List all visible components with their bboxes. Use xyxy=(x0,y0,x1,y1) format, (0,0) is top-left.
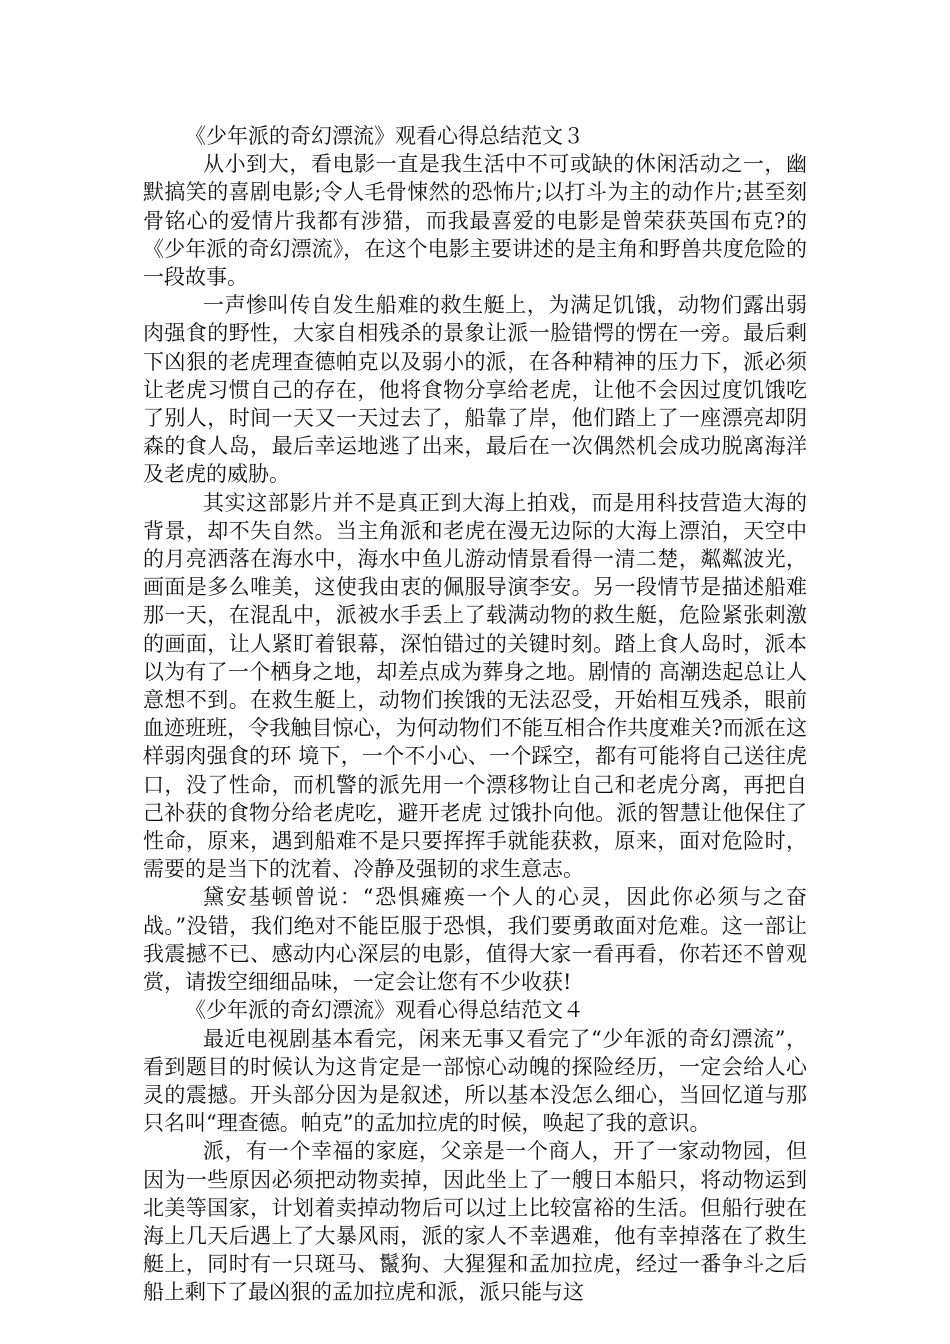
body-paragraph: 一声惨叫传自发生船难的救生艇上，为满足饥饿，动物们露出弱肉强食的野性，大家自相残杀的景象让派一脸错愕的愣在一旁。最后剩下凶狠的老虎理查德帕克以及弱小的派，在各种精神的压力下，派必须让老虎习惯自己的存在，他将食物分享给老虎，让他不会因过度饥饿吃了别人，时间一天又一天过去了，船靠了岸，他们踏上了一座漂亮却阴森的食人岛，最后幸运地逃了出来，最后在一次偶然机会成功脱离海洋及老虎的威胁。 xyxy=(143,293,807,487)
section-title-4: 《少年派的奇幻漂流》观看心得总结范文４ xyxy=(185,998,584,1023)
section-title-3: 《少年派的奇幻漂流》观看心得总结范文３ xyxy=(185,124,584,148)
body-paragraph: 派，有一个幸福的家庭，父亲是一个商人，开了一家动物园，但因为一些原因必须把动物卖掉，因此坐上了一艘日本船只，将动物运到北美等国家，计划着卖掉动物后可以过上比较富裕的生活。但船行驶在海上几天后遇上了大暴风雨，派的家人不幸遇难，他有幸掉落在了救生艇上，同时有一只斑马、鬣狗、大猩猩和孟加拉虎，经过一番争斗之后船上剩下了最凶狠的孟加拉虎和派，派只能与这 xyxy=(143,1139,807,1305)
body-paragraph: 其实这部影片并不是真正到大海上拍戏，而是用科技营造大海的背景，却不失自然。当主角派和老虎在漫无边际的大海上漂泊，天空中的月亮洒落在海水中，海水中鱼儿游动情景看得一清二楚，粼粼波光，画面是多么唯美，这使我由衷的佩服导演李安。另一段情节是描述船难那一天，在混乱中，派被水手丢上了载满动物的救生艇，危险紧张刺激的画面，让人紧盯着银幕，深怕错过的关键时刻。踏上食人岛时，派本以为有了一个栖身之地，却差点成为葬身之地。剧情的 高潮迭起总让人意想不到。在救生艇上，动物们挨饿的无法忍受，开始相互残杀，眼前血迹班班，令我触目惊心，为何动物们不能互相合作共度难关?而派在这样弱肉强食的环 境下，一个不小心、一个踩空，都有可能将自己送往虎口，没了性命，而机警的派先用一个漂移物让自己和老虎分离，再把自己补获的食物分给老虎吃，避开老虎 过饿扑向他。派的智慧让他保住了性命，原来，遇到船难不是只要挥挥手就能获救，原来，面对危险时，需要的是当下的沈着、冷静及强韧的求生意志。 xyxy=(143,490,807,882)
body-paragraph: 从小到大，看电影一直是我生活中不可或缺的休闲活动之一，幽默搞笑的喜剧电影;令人毛骨悚然的恐怖片;以打斗为主的动作片;甚至刻骨铭心的爱情片我都有涉猎，而我最喜爱的电影是曾荣获英国布克?的《少年派的奇幻漂流》，在这个电影主要讲述的是主角和野兽共度危险的一段故事。 xyxy=(143,152,807,290)
document-body xyxy=(143,122,807,1307)
body-paragraph: 最近电视剧基本看完，闲来无事又看完了“少年派的奇幻漂流”，看到题目的时候认为这肯定是一部惊心动魄的探险经历，一定会给人心灵的震撼。开头部分因为是叙述，所以基本没怎么细心，当回忆道与那只名叫“理查德。帕克”的孟加拉虎的时候，唤起了我的意识。 xyxy=(143,1026,807,1136)
body-paragraph: 黛安基顿曾说：“恐惧瘫痪一个人的心灵，因此你必须与之奋战。”没错，我们绝对不能臣服于恐惧，我们要勇敢面对危难。这一部让我震撼不已、感动内心深层的电影，值得大家一看再看，你若还不曾观赏，请拨空细细品味，一定会让您有不少收获! xyxy=(143,885,807,995)
